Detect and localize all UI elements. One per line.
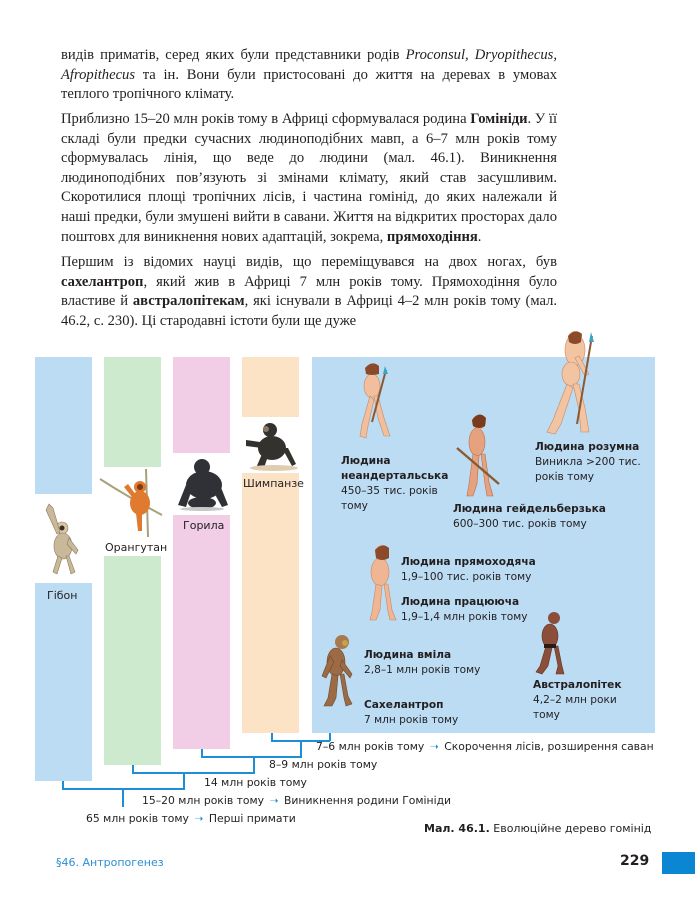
tree-line xyxy=(183,772,185,789)
tree-time: 7–6 млн років тому xyxy=(316,740,425,753)
tree-event: Перші примати xyxy=(208,812,296,825)
orangutan-bar-bottom xyxy=(104,556,161,765)
chimpanzee-icon xyxy=(242,420,302,472)
note-sahelanthropus xyxy=(364,698,524,728)
chimpanzee-bar-top xyxy=(242,357,299,417)
arrow-right-icon: ➝ xyxy=(269,794,279,807)
neanderthal-icon xyxy=(350,360,400,442)
note-title: Австралопітек xyxy=(533,679,622,691)
note-dates: 1,9–1,4 млн років тому xyxy=(401,611,528,623)
paragraph-3 xyxy=(61,253,557,331)
caption-text: Еволюційне дерево гомінід xyxy=(493,822,652,835)
tree-time: 8–9 млн років тому xyxy=(269,758,378,771)
homo-habilis-icon xyxy=(318,632,358,708)
tree-time: 15–20 млн років тому xyxy=(142,794,265,807)
tree-time: 14 млн років тому xyxy=(204,776,307,789)
homo-heidelbergensis-icon xyxy=(455,408,505,500)
note-homo-habilis xyxy=(364,648,524,678)
note-title: Людина працююча xyxy=(401,596,520,608)
term-hominids: Гомініди xyxy=(470,111,528,127)
note-title: Сахелантроп xyxy=(364,699,444,711)
orangutan-icon xyxy=(98,467,164,539)
gibbon-bar-bottom xyxy=(35,583,92,781)
note-dates: 450–35 тис. років тому xyxy=(341,485,438,512)
arrow-right-icon: ➝ xyxy=(194,812,204,825)
note-dates: 7 млн років тому xyxy=(364,714,459,726)
note-homo-sapiens xyxy=(535,440,645,485)
gibbon-icon xyxy=(38,498,88,580)
text: та ін. Вони були пристосовані до життя на деревах в умовах теплого тропічного клімату. xyxy=(61,66,557,103)
tree-node-7-6 xyxy=(316,740,654,753)
note-dates: 600–300 тис. років тому xyxy=(453,518,587,530)
note-homo-erectus xyxy=(401,555,561,585)
text: Приблизно 15–20 млн років тому в Африці сформувалася родина xyxy=(61,111,471,127)
tree-line xyxy=(253,756,255,773)
gorilla-bar-bottom xyxy=(173,515,230,749)
note-title: Людина прямоходяча xyxy=(401,556,536,568)
note-title: Людина гейдельберзька xyxy=(453,503,606,515)
homo-erectus-icon xyxy=(362,540,402,622)
note-dates: 1,9–100 тис. років тому xyxy=(401,571,532,583)
tree-line xyxy=(132,772,255,774)
note-dates: 4,2–2 млн роки тому xyxy=(533,694,617,721)
text: , які існували в Африці 4–2 млн років тому (мал. 46.2, с. 230). Ці стародавні істоти були ще дуже xyxy=(61,293,558,329)
tree-event: Скорочення лісів, розширення саван xyxy=(444,740,654,753)
note-title: Людина розумна xyxy=(535,441,640,453)
homo-sapiens-icon xyxy=(535,328,605,438)
note-homo-heidelbergensis xyxy=(453,502,633,532)
tree-line xyxy=(300,740,302,757)
note-australopithecus xyxy=(533,678,633,723)
paragraph-2 xyxy=(61,110,557,247)
tree-node-65 xyxy=(86,812,296,825)
orangutan-bar-top xyxy=(104,357,161,467)
orangutan-label: Орангутан xyxy=(105,541,168,554)
gorilla-bar-top xyxy=(173,357,230,453)
paragraph-1 xyxy=(61,46,557,105)
tree-event: Виникнення родини Гомініди xyxy=(283,794,452,807)
note-dates: Виникла >200 тис. років тому xyxy=(535,456,641,483)
note-dates: 2,8–1 млн років тому xyxy=(364,664,481,676)
chimpanzee-bar-bottom xyxy=(242,473,299,733)
tree-node-8-9 xyxy=(269,758,377,771)
page-number: 229 xyxy=(620,853,650,869)
text: Першим із відомих науці видів, що переміщувався на двох ногах, був xyxy=(61,254,557,270)
note-title: Людина вміла xyxy=(364,649,452,661)
gibbon-label: Гібон xyxy=(47,589,78,602)
term-australopithecus: австралопітекам xyxy=(132,293,245,310)
arrow-right-icon: ➝ xyxy=(429,740,439,753)
tree-time: 65 млн років тому xyxy=(86,812,189,825)
text: . xyxy=(477,228,482,245)
page-accent-tab xyxy=(662,852,695,874)
caption-label: Мал. 46.1. xyxy=(424,822,490,835)
text: , який жив в Африці 7 млн років тому. Прямоходіння було властиве й xyxy=(61,273,557,310)
genus-names: Proconsul, Dryopithecus, Afropithecus xyxy=(61,47,557,83)
figure-caption xyxy=(424,822,651,835)
gorilla-label: Горила xyxy=(183,519,225,532)
text: . У її складі були предки сучасних людиноподібних мавп, а 6–7 млн років тому сформувалась лінія, що веде до людини (мал. 46.1). Виникнення людиноподібних пов’язують зі змінами клімату, який став засушливим. Скоротилися площі тропічних лісів, і частина гомінід, до яких належали й наші предки, були змушені вийти в савани. Життя на відкритих просторах дало поштовх для виникнення нових адаптацій, зокрема, xyxy=(61,111,558,245)
term-sahelanthropus: сахелантроп xyxy=(61,273,144,290)
chimpanzee-label: Шимпанзе xyxy=(243,477,304,490)
footer-section: §46. Антропогенез xyxy=(56,856,164,869)
note-homo-ergaster xyxy=(401,595,561,625)
term-bipedalism: прямоходіння xyxy=(386,228,478,245)
text: видів приматів, серед яких були представники родів xyxy=(61,47,406,63)
gorilla-icon xyxy=(172,455,232,511)
tree-node-15-20 xyxy=(142,794,451,807)
tree-line xyxy=(122,788,124,807)
note-title: Людина неандертальська xyxy=(341,455,449,482)
tree-node-14 xyxy=(204,776,307,789)
note-neanderthal xyxy=(341,454,449,514)
gibbon-bar-top xyxy=(35,357,92,494)
